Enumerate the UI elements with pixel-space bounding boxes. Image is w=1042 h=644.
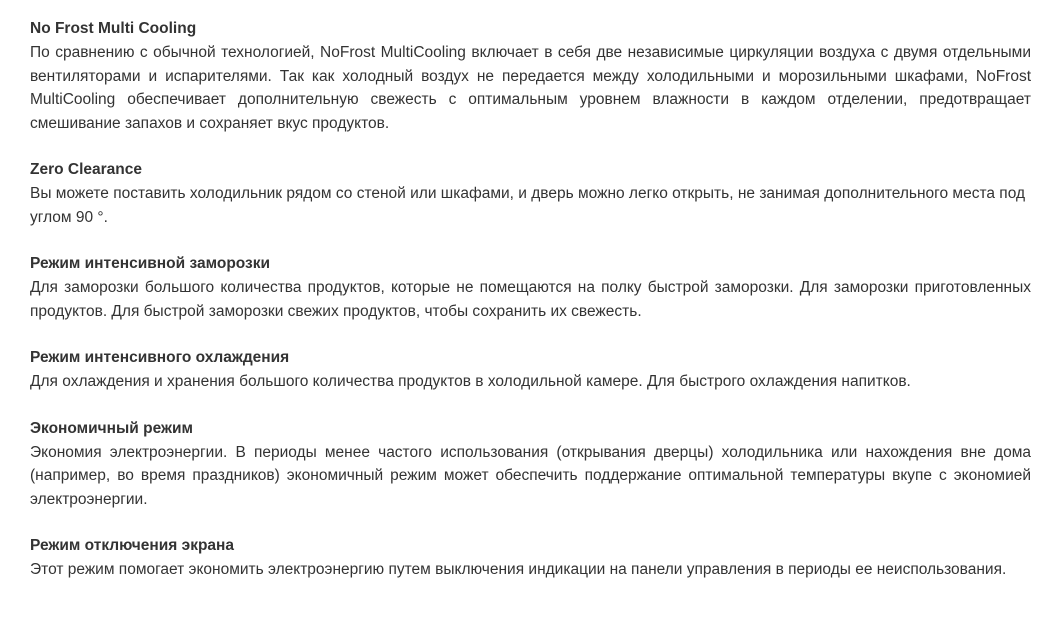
feature-description: Экономия электроэнергии. В периоды менее частого использования (открывания дверцы) холодильника или нахождения вне дома (например, во время праздников) экономичный режим может обеспечить поддержание оптимальной температуры вкупе с экономией электроэнергии. — [30, 443, 1031, 508]
features-list — [30, 17, 1031, 605]
feature-intensive-cooling — [30, 346, 1031, 394]
feature-title: Режим интенсивного охлаждения — [30, 349, 290, 366]
feature-title: Режим отключения экрана — [30, 537, 235, 554]
feature-description: Для заморозки большого количества продуктов, которые не помещаются на полку быстрой заморозки. Для заморозки приготовленных продуктов. Для быстрой заморозки свежих продуктов, чтобы сохранить их свежесть. — [30, 279, 1031, 320]
feature-zero-clearance — [30, 158, 1031, 229]
feature-eco-mode — [30, 417, 1031, 512]
feature-title: Режим интенсивной заморозки — [30, 255, 271, 272]
feature-title: Экономичный режим — [30, 419, 193, 437]
feature-title: Zero Clearance — [30, 161, 142, 178]
feature-intensive-freeze — [30, 252, 1031, 323]
feature-description: Для охлаждения и хранения большого количества продуктов в холодильной камере. Для быстрого охлаждения напитков. — [30, 373, 911, 390]
feature-screen-off-mode — [30, 534, 1031, 582]
feature-nofrost-multicooling — [30, 17, 1031, 135]
feature-description: По сравнению с обычной технологией, NoFrost MultiCooling включает в себя две независимые циркуляции воздуха с двумя отдельными вентиляторами и испарителями. Так как холодный воздух не передается между холодильными и морозильными шкафами, NoFrost MultiCooling обеспечивает дополнительную свежесть с оптимальным уровнем влажности в каждом отделении, предотвращает смешивание запахов и сохраняет вкус продуктов. — [30, 44, 1031, 132]
feature-description: Вы можете поставить холодильник рядом со стеной или шкафами, и дверь можно легко открыть, не занимая дополнительного места под углом 90 °. — [30, 185, 1026, 226]
feature-description: Этот режим помогает экономить электроэнергию путем выключения индикации на панели управления в периоды ее неиспользования. — [30, 561, 1007, 578]
feature-title: No Frost Multi Cooling — [30, 20, 197, 37]
